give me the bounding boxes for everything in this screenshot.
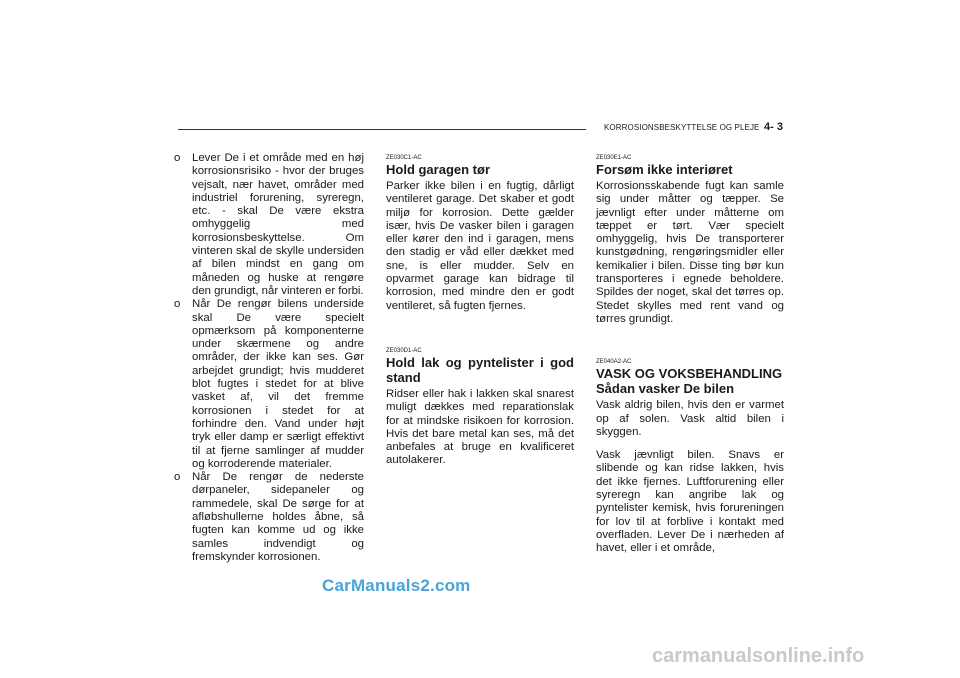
bullet-item [174, 471, 364, 564]
bullet-text: Når De rengør de nederste dørpaneler, sidepaneler og rammedele, skal De sørge for at afløbshullerne holdes åbne, så fugten kan komme ud og ikke samles indvendigt og fremskynder korrosionen. [192, 471, 364, 563]
section-heading: VASK OG VOKSBEHANDLING [596, 366, 783, 382]
header-rule [178, 129, 586, 130]
section-heading: Forsøm ikke interiøret [596, 162, 733, 177]
bullet-text: Når De rengør bilens underside skal De være specielt opmærksom på komponenterne under skærmene og andre områder, der ikke kan ses. Gør arbejdet grundigt; hvis mudderet blot fugtes i stedet for at blive vasket af, vil det fremme korrosionen i stedet for at forhindre den. Vand under højt tryk eller damp er særligt effektivt til at fjerne samlinger af mudder og korroderende materialer. [192, 298, 364, 470]
section-code: ZE030E1-AC [596, 155, 632, 161]
section-heading: Hold lak og pyntelister i god stand [386, 354, 574, 385]
section-body: Ridser eller hak i lakken skal snarest muligt dækkes med reparationslak for at mindske risikoen for korrosion. Hvis det bare metal kan ses, må det anbefales at bruge en kvalificeret autolakerer. [386, 387, 574, 467]
section-title: KORROSIONSBESKYTTELSE OG PLEJE [604, 123, 760, 132]
column-1 [174, 152, 364, 564]
section-body: Vask jævnligt bilen. Snavs er slibende og kan ridse lakken, hvis det ikke fjernes. Luftforurening eller syreregn kan angribe lak og pyntelister kemisk, hvis forureningen for lov til at forblive i kontakt med overfladen. Lever De i nærheden af havet, eller i et område, [596, 449, 784, 555]
column-3 [596, 152, 784, 556]
section-body: Parker ikke bilen i en fugtig, dårligt ventileret garage. Det skaber et godt miljø for korrosion. Dette gælder især, hvis De vasker bilen i garagen eller kører den ind i garagen, mens den stadig er våd eller dækket med sne, is eller mudder. Selv en opvarmet garage kan bidrage til korrosion, med mindre den er godt ventileret, så fugten fjernes. [386, 180, 574, 312]
watermark-left: CarManuals2.com [322, 576, 471, 595]
bullet-mark: o [174, 298, 181, 311]
bullet-item [174, 298, 364, 471]
section-body: Vask aldrig bilen, hvis den er varmet op af solen. Vask altid bilen i skyggen. [596, 399, 784, 438]
section-body: Korrosionsskabende fugt kan samle sig under måtter og tæpper. Se jævnligt efter under måtterne om tæppet er tørt. Vær specielt omhyggelig, hvis De transporterer kunstgødning, rengøringsmidler eller kemikalier i bilen. Disse ting bør kun transporteres i egnede beholdere. Spildes der noget, skal det tørres op. Stedet skylles med rent vand og tørres grundigt. [596, 180, 784, 325]
column-2 [386, 152, 574, 468]
bullet-item [174, 152, 364, 298]
bullet-mark: o [174, 152, 181, 164]
watermark-right: carmanualsonline.info [652, 645, 865, 667]
section-subheading: Sådan vasker De bilen [596, 381, 735, 397]
section-code: ZE030D1-AC [386, 347, 422, 354]
section-code: ZE030C1-AC [386, 155, 422, 161]
bullet-text: Lever De i et område med en høj korrosionsrisiko - hvor der bruges vejsalt, nær havet, områder med industriel forurening, syreregn, etc. - skal De være ekstra omhyggelig med korrosionsbeskyttelse. Om vinteren skal de skylle undersiden af bilen mindst en gang om måneden og huske at rengøre den grundigt, når vinteren er forbi. [192, 152, 364, 297]
section-code: ZE040A2-AC [596, 359, 632, 366]
page-number: 4- 3 [764, 121, 783, 133]
bullet-mark: o [174, 471, 181, 484]
section-heading: Hold garagen tør [386, 162, 491, 177]
